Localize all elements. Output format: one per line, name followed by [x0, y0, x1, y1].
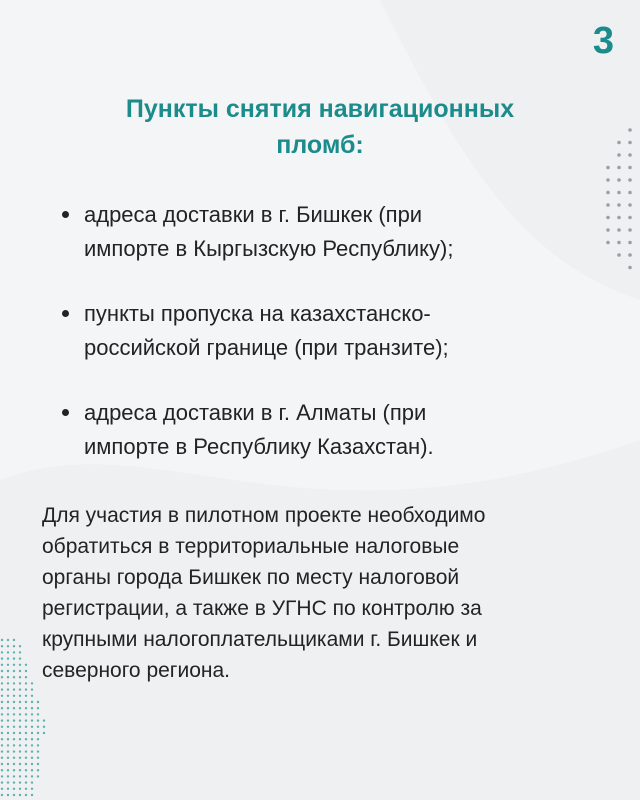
- participation-paragraph: Для участия в пилотном проекте необходимо обратиться в территориальные налоговые органы города Бишкек по месту налоговой регистрации, а также в УГНС по контролю за крупными налогоплательщиками г. Бишкек и северного региона.: [42, 504, 486, 682]
- decorative-dot: [617, 178, 621, 182]
- decorative-dot: [31, 781, 33, 783]
- list-item-text: адреса доставки в г. Бишкек (при импорте в Кыргызскую Республику);: [84, 202, 454, 261]
- decorative-dot: [606, 203, 610, 207]
- decorative-dot: [19, 657, 21, 659]
- decorative-dot: [13, 676, 15, 678]
- decorative-dot: [31, 732, 33, 734]
- decorative-dot: [19, 701, 21, 703]
- decorative-dot: [13, 688, 15, 690]
- decorative-dot: [13, 664, 15, 666]
- decorative-dot: [19, 682, 21, 684]
- decorative-dot: [13, 695, 15, 697]
- decorative-dot: [7, 664, 9, 666]
- decorative-dot: [37, 732, 39, 734]
- decorative-dot: [1, 676, 3, 678]
- decorative-dot: [13, 775, 15, 777]
- decorative-dot: [25, 670, 27, 672]
- decorative-dot: [13, 744, 15, 746]
- decorative-dot: [1, 757, 3, 759]
- decorative-dot: [1, 664, 3, 666]
- bullet-dot-icon: [62, 211, 69, 218]
- decorative-dot: [617, 166, 621, 170]
- decorative-dot: [19, 744, 21, 746]
- decorative-dot: [19, 713, 21, 715]
- decorative-dot: [1, 732, 3, 734]
- decorative-dot: [25, 701, 27, 703]
- decorative-dot: [13, 757, 15, 759]
- decorative-dot: [7, 651, 9, 653]
- decorative-dot: [13, 738, 15, 740]
- list-item-text: адреса доставки в г. Алматы (при импорте в Республику Казахстан).: [84, 400, 434, 459]
- decorative-dot: [13, 657, 15, 659]
- decorative-dot: [7, 719, 9, 721]
- decorative-dot: [31, 719, 33, 721]
- decorative-dot: [1, 713, 3, 715]
- decorative-dot: [19, 763, 21, 765]
- decorative-dot: [31, 682, 33, 684]
- decorative-dot: [13, 670, 15, 672]
- decorative-dot: [19, 788, 21, 790]
- decorative-dot: [19, 719, 21, 721]
- decorative-dot: [31, 713, 33, 715]
- decorative-dot: [31, 695, 33, 697]
- decorative-dot: [19, 757, 21, 759]
- decorative-dot: [25, 788, 27, 790]
- list-item: [62, 198, 582, 266]
- decorative-dot: [7, 744, 9, 746]
- decorative-dot: [13, 769, 15, 771]
- decorative-dot: [7, 781, 9, 783]
- decorative-dot: [7, 707, 9, 709]
- decorative-dot: [1, 775, 3, 777]
- decorative-dot: [1, 794, 3, 796]
- decorative-dot: [13, 713, 15, 715]
- decorative-dot: [7, 757, 9, 759]
- decorative-dot: [37, 713, 39, 715]
- decorative-dot: [628, 266, 632, 270]
- decorative-dot: [7, 794, 9, 796]
- decorative-dot: [19, 695, 21, 697]
- decorative-dot: [628, 178, 632, 182]
- decorative-dot: [31, 794, 33, 796]
- decorative-dot: [617, 141, 621, 145]
- decorative-dot: [19, 775, 21, 777]
- list-item: [62, 396, 582, 464]
- title-text: Пункты снятия навигационных пломб:: [125, 95, 515, 159]
- decorative-dot: [31, 701, 33, 703]
- decorative-dot: [628, 216, 632, 220]
- decorative-dot: [617, 253, 621, 257]
- decorative-dot: [7, 670, 9, 672]
- decorative-dot: [617, 228, 621, 232]
- decorative-dot: [19, 707, 21, 709]
- decorative-dot: [1, 639, 3, 641]
- decorative-dot: [25, 738, 27, 740]
- decorative-dot: [13, 726, 15, 728]
- decorative-dot: [7, 775, 9, 777]
- decorative-dot: [37, 701, 39, 703]
- decorative-dot: [25, 781, 27, 783]
- decorative-dot: [13, 750, 15, 752]
- decorative-dot: [628, 191, 632, 195]
- decorative-dot: [628, 166, 632, 170]
- decorative-dot: [617, 153, 621, 157]
- decorative-dot: [13, 639, 15, 641]
- decorative-dot: [1, 744, 3, 746]
- decorative-dot: [7, 732, 9, 734]
- decorative-dot: [628, 141, 632, 145]
- decorative-dot: [31, 738, 33, 740]
- decorative-dot: [1, 781, 3, 783]
- decorative-dot: [19, 794, 21, 796]
- decorative-dot: [7, 695, 9, 697]
- bullet-dot-icon: [62, 409, 69, 416]
- decorative-dot: [19, 651, 21, 653]
- decorative-dot: [25, 719, 27, 721]
- decorative-dot: [19, 732, 21, 734]
- decorative-dot: [1, 750, 3, 752]
- decorative-dot: [1, 701, 3, 703]
- decorative-dot: [25, 775, 27, 777]
- decorative-dot: [617, 241, 621, 245]
- decorative-dot: [25, 676, 27, 678]
- decorative-dot: [25, 707, 27, 709]
- decorative-dot: [37, 769, 39, 771]
- decorative-dot: [606, 241, 610, 245]
- decorative-dot: [19, 645, 21, 647]
- decorative-dot: [13, 732, 15, 734]
- decorative-dot: [19, 670, 21, 672]
- decorative-dot: [37, 738, 39, 740]
- decorative-dot: [1, 688, 3, 690]
- decorative-dot: [1, 657, 3, 659]
- decorative-dot: [13, 682, 15, 684]
- decorative-dot: [31, 726, 33, 728]
- decorative-dot: [31, 750, 33, 752]
- decorative-dot: [1, 651, 3, 653]
- decorative-dot: [19, 676, 21, 678]
- decorative-dot: [25, 713, 27, 715]
- decorative-dot: [628, 253, 632, 257]
- decorative-dot: [606, 216, 610, 220]
- decorative-dot: [25, 794, 27, 796]
- decorative-dot: [13, 763, 15, 765]
- decorative-dot: [25, 750, 27, 752]
- decorative-dot: [25, 726, 27, 728]
- decorative-dot: [31, 769, 33, 771]
- decorative-dot: [19, 688, 21, 690]
- decorative-dot: [37, 719, 39, 721]
- bullet-dot-icon: [62, 310, 69, 317]
- decorative-dot: [13, 794, 15, 796]
- decorative-dot: [617, 191, 621, 195]
- decorative-dot: [1, 682, 3, 684]
- decorative-dot: [7, 738, 9, 740]
- decorative-dot: [25, 732, 27, 734]
- decorative-dot: [25, 763, 27, 765]
- decorative-dot: [43, 719, 45, 721]
- decorative-dot: [43, 732, 45, 734]
- decorative-dot: [13, 719, 15, 721]
- decorative-dot: [7, 726, 9, 728]
- decorative-dot: [606, 228, 610, 232]
- decorative-dot: [606, 191, 610, 195]
- decorative-dot: [628, 153, 632, 157]
- decorative-dot: [1, 769, 3, 771]
- decorative-dot: [7, 682, 9, 684]
- decorative-dot: [7, 639, 9, 641]
- decorative-dot: [13, 651, 15, 653]
- decorative-dot: [43, 726, 45, 728]
- decorative-dot: [25, 769, 27, 771]
- decorative-dot: [31, 763, 33, 765]
- decorative-dot: [31, 757, 33, 759]
- decorative-dot: [13, 645, 15, 647]
- page-number: 3: [592, 20, 614, 62]
- decorative-dot: [25, 682, 27, 684]
- list-item: [62, 297, 582, 365]
- decorative-dot: [25, 664, 27, 666]
- decorative-dot: [7, 688, 9, 690]
- decorative-dot: [31, 707, 33, 709]
- decorative-dot: [13, 781, 15, 783]
- decorative-dot: [37, 726, 39, 728]
- decorative-dot: [617, 216, 621, 220]
- decorative-dot: [1, 726, 3, 728]
- decorative-dot: [7, 750, 9, 752]
- decorative-dot: [7, 676, 9, 678]
- decorative-dot: [1, 707, 3, 709]
- decorative-dot: [628, 241, 632, 245]
- decorative-dot: [37, 707, 39, 709]
- decorative-dot: [19, 738, 21, 740]
- decorative-dot: [25, 695, 27, 697]
- decorative-dot: [31, 744, 33, 746]
- decorative-dot: [31, 775, 33, 777]
- decorative-dot: [628, 128, 632, 132]
- decorative-dot: [13, 707, 15, 709]
- decorative-dot: [37, 750, 39, 752]
- decorative-dot: [1, 645, 3, 647]
- decorative-dot: [19, 781, 21, 783]
- decorative-dot: [7, 713, 9, 715]
- decorative-dot: [25, 688, 27, 690]
- decorative-dot: [19, 726, 21, 728]
- decorative-dot: [13, 701, 15, 703]
- decorative-dot: [7, 701, 9, 703]
- decorative-dot: [7, 763, 9, 765]
- decorative-dot: [7, 645, 9, 647]
- decorative-dot: [7, 769, 9, 771]
- decorative-dot: [1, 738, 3, 740]
- decorative-dot: [25, 744, 27, 746]
- decorative-dot: [19, 664, 21, 666]
- decorative-dot: [19, 769, 21, 771]
- decorative-dot: [25, 757, 27, 759]
- page-title: [70, 91, 570, 163]
- decorative-dot: [37, 757, 39, 759]
- decorative-dot: [628, 228, 632, 232]
- decorative-dot: [628, 203, 632, 207]
- decorative-dot: [617, 203, 621, 207]
- decorative-dot: [37, 763, 39, 765]
- decorative-dot: [1, 788, 3, 790]
- decorative-dot: [606, 166, 610, 170]
- decorative-dot: [31, 688, 33, 690]
- decorative-dot: [37, 744, 39, 746]
- decorative-dot: [1, 695, 3, 697]
- decorative-dot: [7, 788, 9, 790]
- decorative-dot: [37, 775, 39, 777]
- decorative-dot: [7, 657, 9, 659]
- decorative-dot: [19, 750, 21, 752]
- decorative-dot: [31, 788, 33, 790]
- decorative-dot: [13, 788, 15, 790]
- decorative-dot: [1, 719, 3, 721]
- decorative-dot: [606, 178, 610, 182]
- decorative-dot: [1, 670, 3, 672]
- list-item-text: пункты пропуска на казахстанско- российской границе (при транзите);: [84, 301, 449, 360]
- decorative-dot: [1, 763, 3, 765]
